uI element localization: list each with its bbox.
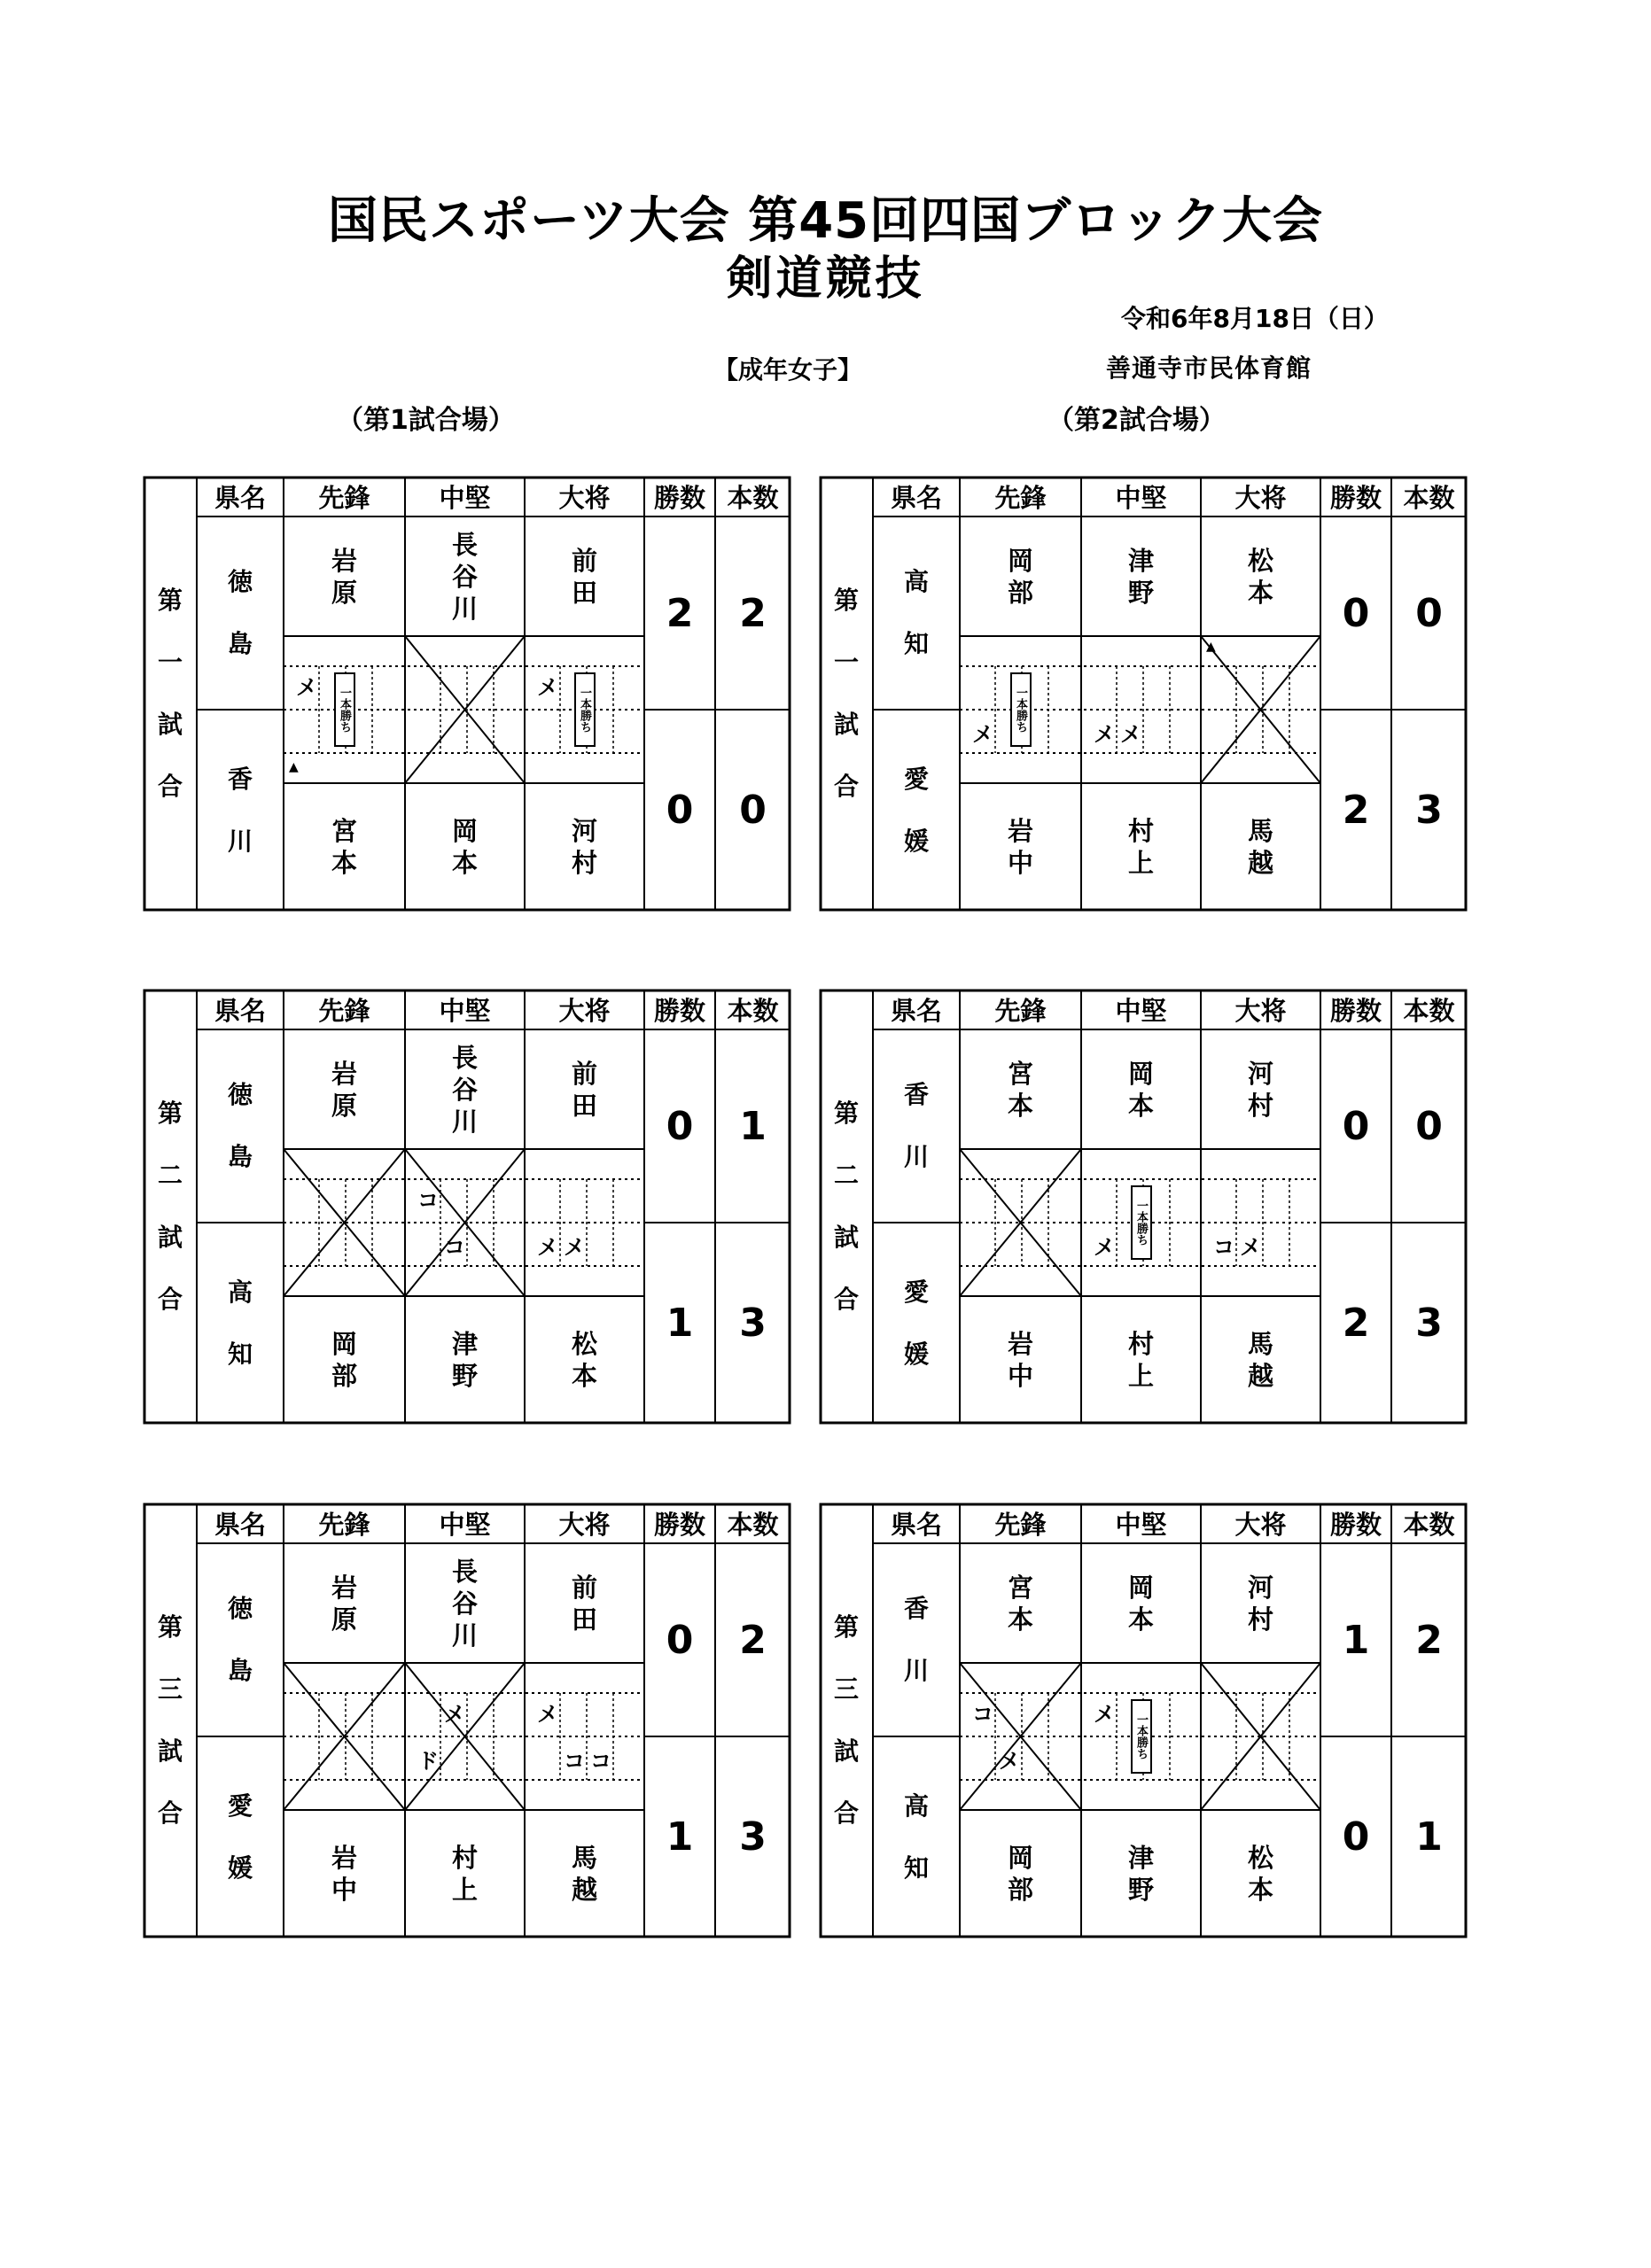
court-2-label: （第2試合場） xyxy=(1047,405,1226,436)
bottom-player-name: 岩 中 xyxy=(1007,1329,1033,1391)
column-header: 大将 xyxy=(1234,996,1287,1026)
ippon-win-label: 一本勝ち xyxy=(574,672,596,747)
top-points: 2 xyxy=(1415,1617,1443,1663)
column-header: 本数 xyxy=(727,1510,779,1540)
column-header: 先鋒 xyxy=(318,996,370,1026)
team-bottom-prefecture: 高 知 xyxy=(903,1790,929,1883)
score-mark: メ xyxy=(1240,1235,1261,1260)
score-mark: メ xyxy=(1120,722,1141,747)
column-header: 中堅 xyxy=(439,996,491,1026)
top-player-name: 津 野 xyxy=(1127,545,1154,608)
top-player-name: 岡 本 xyxy=(1127,1058,1154,1121)
top-points: 1 xyxy=(739,1103,767,1149)
top-wins: 0 xyxy=(666,1103,694,1149)
column-header: 中堅 xyxy=(439,1510,491,1540)
column-header: 県名 xyxy=(214,1510,266,1540)
score-mark: コ xyxy=(590,1749,611,1774)
bottom-player-name: 河 村 xyxy=(571,816,597,878)
score-mark: コ xyxy=(1213,1235,1234,1260)
score-mark: メ xyxy=(564,1235,585,1260)
column-header: 大将 xyxy=(1234,483,1287,513)
column-header: 中堅 xyxy=(1115,996,1167,1026)
team-top-prefecture: 香 川 xyxy=(903,1594,929,1685)
round-label: 第 三 試 合 xyxy=(157,1612,183,1828)
bottom-player-name: 村 上 xyxy=(1127,1329,1154,1391)
team-bottom-prefecture: 愛 媛 xyxy=(227,1790,253,1883)
bottom-player-name: 岩 中 xyxy=(1007,816,1033,878)
score-mark: メ xyxy=(1094,1702,1115,1727)
bottom-wins: 1 xyxy=(666,1301,694,1346)
score-mark: メ xyxy=(1094,722,1115,747)
bottom-player-name: 松 本 xyxy=(571,1329,597,1391)
column-header: 勝数 xyxy=(1329,1510,1382,1540)
bottom-points: 3 xyxy=(1415,788,1443,833)
ippon-win-label: 一本勝ち xyxy=(1010,672,1032,747)
document-title: 国民スポーツ大会 第45回四国ブロック大会 xyxy=(327,192,1324,250)
bottom-points: 0 xyxy=(739,788,767,833)
column-header: 本数 xyxy=(1403,1510,1455,1540)
bottom-wins: 1 xyxy=(666,1814,694,1860)
match-table xyxy=(820,477,1467,911)
score-mark: メ xyxy=(537,1235,558,1260)
column-header: 中堅 xyxy=(1115,483,1167,513)
team-bottom-prefecture: 愛 媛 xyxy=(903,764,929,856)
team-bottom-prefecture: 香 川 xyxy=(227,764,253,856)
team-bottom-prefecture: 高 知 xyxy=(227,1277,253,1369)
score-mark: ド xyxy=(417,1749,439,1774)
team-top-prefecture: 徳 島 xyxy=(227,1080,253,1171)
top-player-name: 岡 部 xyxy=(1007,545,1033,608)
bottom-wins: 0 xyxy=(666,788,694,833)
category-label: 【成年女子】 xyxy=(713,355,863,384)
column-header: 本数 xyxy=(1403,483,1455,513)
column-header: 県名 xyxy=(214,483,266,513)
match-table xyxy=(820,1503,1467,1938)
top-player-name: 長 谷 川 xyxy=(451,1556,478,1651)
bottom-player-name: 津 野 xyxy=(451,1329,478,1391)
top-wins: 1 xyxy=(1342,1617,1370,1663)
bottom-points: 3 xyxy=(739,1301,767,1346)
top-player-name: 長 谷 川 xyxy=(451,529,478,624)
top-player-name: 長 谷 川 xyxy=(451,1042,478,1137)
column-header: 中堅 xyxy=(439,483,491,513)
top-player-name: 松 本 xyxy=(1247,545,1273,608)
top-player-name: 前 田 xyxy=(571,1572,597,1635)
bottom-player-name: 松 本 xyxy=(1247,1843,1273,1905)
round-label: 第 二 試 合 xyxy=(157,1099,183,1314)
column-header: 先鋒 xyxy=(994,1510,1047,1540)
bottom-player-name: 宮 本 xyxy=(331,816,357,878)
bottom-player-name: 岡 本 xyxy=(451,816,478,878)
score-mark: メ xyxy=(999,1749,1020,1774)
top-wins: 0 xyxy=(1342,590,1370,636)
column-header: 先鋒 xyxy=(994,483,1047,513)
bottom-player-name: 馬 越 xyxy=(571,1843,597,1905)
column-header: 先鋒 xyxy=(318,483,370,513)
bottom-player-name: 馬 越 xyxy=(1247,1329,1273,1391)
score-mark: メ xyxy=(296,675,317,700)
bottom-player-name: 岡 部 xyxy=(331,1329,357,1391)
column-header: 勝数 xyxy=(1329,483,1382,513)
top-player-name: 岩 原 xyxy=(331,1572,357,1635)
top-player-name: 前 田 xyxy=(571,545,597,608)
column-header: 県名 xyxy=(890,1510,942,1540)
column-header: 勝数 xyxy=(653,1510,705,1540)
ippon-win-label: 一本勝ち xyxy=(1131,1699,1152,1774)
column-header: 勝数 xyxy=(653,483,705,513)
bottom-points: 1 xyxy=(1415,1814,1443,1860)
column-header: 本数 xyxy=(727,996,779,1026)
column-header: 大将 xyxy=(558,483,611,513)
score-mark: コ xyxy=(444,1235,465,1260)
venue-label: 善通寺市民体育館 xyxy=(1106,353,1312,383)
team-bottom-prefecture: 愛 媛 xyxy=(903,1277,929,1369)
ippon-win-label: 一本勝ち xyxy=(1131,1185,1152,1260)
round-label: 第 三 試 合 xyxy=(833,1612,859,1828)
score-mark: メ xyxy=(444,1702,465,1727)
column-header: 本数 xyxy=(1403,996,1455,1026)
triangle-marker-icon: ▲ xyxy=(1206,640,1216,654)
top-player-name: 岡 本 xyxy=(1127,1572,1154,1635)
round-label: 第 一 試 合 xyxy=(157,586,183,801)
top-wins: 0 xyxy=(666,1617,694,1663)
triangle-marker-icon: ▲ xyxy=(289,760,299,774)
top-wins: 2 xyxy=(666,590,694,636)
score-mark: コ xyxy=(417,1188,439,1213)
score-mark: コ xyxy=(972,1702,993,1727)
match-table xyxy=(144,1503,790,1938)
bottom-player-name: 馬 越 xyxy=(1247,816,1273,878)
column-header: 県名 xyxy=(890,483,942,513)
top-points: 2 xyxy=(739,590,767,636)
top-player-name: 河 村 xyxy=(1247,1058,1273,1121)
court-1-label: （第1試合場） xyxy=(337,405,515,436)
bottom-player-name: 岩 中 xyxy=(331,1843,357,1905)
top-player-name: 岩 原 xyxy=(331,1058,357,1121)
team-top-prefecture: 高 知 xyxy=(903,567,929,658)
score-mark: メ xyxy=(972,722,993,747)
column-header: 県名 xyxy=(214,996,266,1026)
top-player-name: 前 田 xyxy=(571,1058,597,1121)
column-header: 勝数 xyxy=(653,996,705,1026)
score-mark: メ xyxy=(1094,1235,1115,1260)
column-header: 県名 xyxy=(890,996,942,1026)
column-header: 大将 xyxy=(558,996,611,1026)
bottom-wins: 2 xyxy=(1342,1301,1370,1346)
score-mark: コ xyxy=(564,1749,585,1774)
match-table xyxy=(144,990,790,1424)
team-top-prefecture: 香 川 xyxy=(903,1080,929,1171)
score-mark: メ xyxy=(537,1702,558,1727)
column-header: 本数 xyxy=(727,483,779,513)
column-header: 大将 xyxy=(558,1510,611,1540)
bottom-player-name: 岡 部 xyxy=(1007,1843,1033,1905)
column-header: 先鋒 xyxy=(318,1510,370,1540)
round-label: 第 二 試 合 xyxy=(833,1099,859,1314)
bottom-points: 3 xyxy=(739,1814,767,1860)
bottom-wins: 0 xyxy=(1342,1814,1370,1860)
team-top-prefecture: 徳 島 xyxy=(227,1594,253,1685)
match-table xyxy=(820,990,1467,1424)
document-subtitle: 剣道競技 xyxy=(726,252,925,306)
bottom-player-name: 津 野 xyxy=(1127,1843,1154,1905)
score-mark: メ xyxy=(537,675,558,700)
bottom-player-name: 村 上 xyxy=(1127,816,1154,878)
column-header: 先鋒 xyxy=(994,996,1047,1026)
column-header: 中堅 xyxy=(1115,1510,1167,1540)
ippon-win-label: 一本勝ち xyxy=(334,672,355,747)
top-points: 0 xyxy=(1415,1103,1443,1149)
bottom-points: 3 xyxy=(1415,1301,1443,1346)
top-player-name: 河 村 xyxy=(1247,1572,1273,1635)
top-wins: 0 xyxy=(1342,1103,1370,1149)
column-header: 勝数 xyxy=(1329,996,1382,1026)
top-player-name: 宮 本 xyxy=(1007,1058,1033,1121)
event-date: 令和6年8月18日（日） xyxy=(1121,304,1389,333)
top-player-name: 岩 原 xyxy=(331,545,357,608)
round-label: 第 一 試 合 xyxy=(833,586,859,801)
bottom-wins: 2 xyxy=(1342,788,1370,833)
bottom-player-name: 村 上 xyxy=(451,1843,478,1905)
top-points: 2 xyxy=(739,1617,767,1663)
team-top-prefecture: 徳 島 xyxy=(227,567,253,658)
match-table xyxy=(144,477,790,911)
column-header: 大将 xyxy=(1234,1510,1287,1540)
top-points: 0 xyxy=(1415,590,1443,636)
top-player-name: 宮 本 xyxy=(1007,1572,1033,1635)
